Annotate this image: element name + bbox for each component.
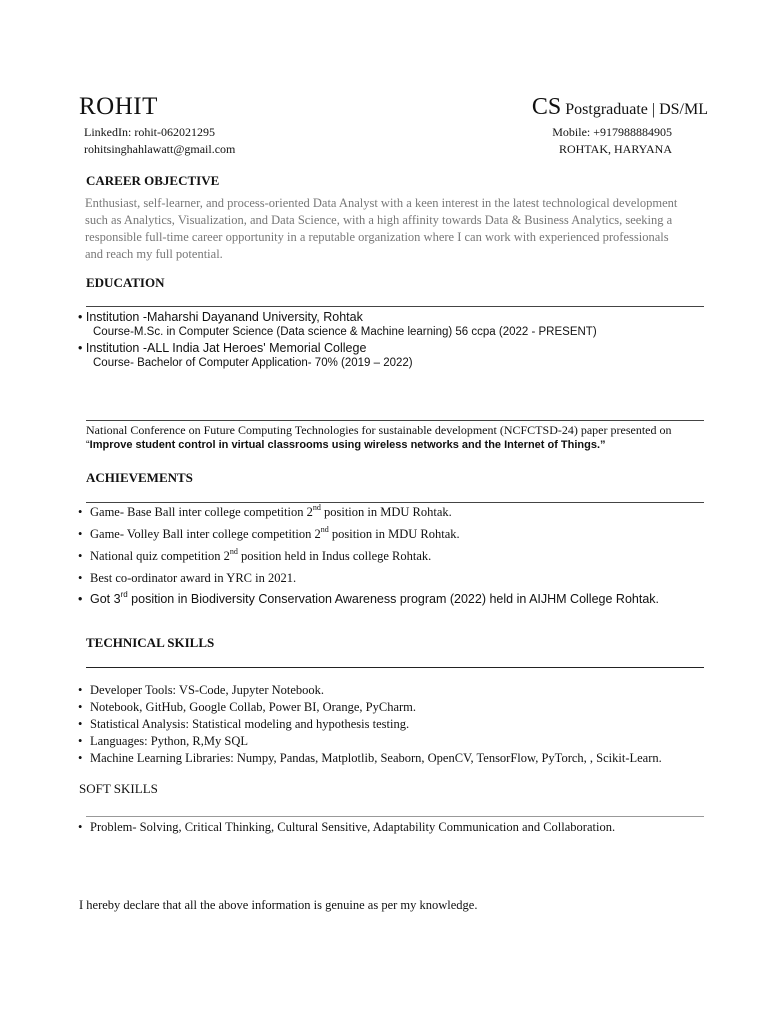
bullet: • — [78, 592, 83, 606]
soft-skills-divider — [86, 816, 704, 817]
bullet: • — [78, 571, 83, 585]
bullet: • — [78, 341, 83, 355]
education-divider — [86, 306, 704, 307]
mobile: Mobile: +917988884905 — [552, 125, 672, 139]
bullet: • — [78, 310, 83, 324]
skill-item — [78, 751, 662, 766]
location: ROHTAK, HARYANA — [558, 142, 672, 156]
course: Course- Bachelor of Computer Application- 70% (2019 – 2022) — [93, 357, 413, 369]
ordinal-suffix: nd — [229, 547, 238, 556]
bullet: • — [78, 683, 83, 697]
achievement-item — [78, 549, 431, 564]
email[interactable]: rohitsinghahlawatt@gmail.com — [84, 142, 236, 156]
education-item — [78, 341, 366, 355]
ordinal-suffix: nd — [320, 525, 329, 534]
soft-skill-item — [78, 820, 615, 835]
bullet: • — [78, 820, 83, 834]
skill-item — [78, 717, 409, 732]
role-main: CS — [531, 94, 562, 120]
paper-title-text: Improve student control in virtual classrooms using wireless networks and the Internet of Things.” — [89, 439, 606, 451]
quote-open: “ — [86, 439, 90, 451]
bullet: • — [78, 505, 83, 519]
achievement-text-end: position in Biodiversity Conservation Awareness program (2022) held in AIJHM College Rohtak. — [127, 592, 659, 606]
achievement-text: National quiz competition 2 — [90, 549, 230, 563]
achievements-heading: ACHIEVEMENTS — [86, 470, 193, 485]
skill-text: Notebook, GitHub, Google Collab, Power BI, Orange, PyCharm. — [90, 700, 417, 714]
education-heading: EDUCATION — [86, 275, 165, 290]
education-item — [78, 310, 363, 324]
skill-item — [78, 700, 416, 715]
achievement-text: Got 3 — [90, 592, 121, 606]
declaration: I hereby declare that all the above information is genuine as per my knowledge. — [79, 898, 478, 912]
skill-text: Statistical Analysis: Statistical modeling and hypothesis testing. — [90, 717, 410, 731]
achievement-text: Game- Volley Ball inter college competition 2 — [90, 527, 321, 541]
bullet: • — [78, 734, 83, 748]
achievement-text-end: position in MDU Rohtak. — [328, 527, 460, 541]
bullet: • — [78, 700, 83, 714]
ordinal-suffix: rd — [120, 590, 128, 599]
role-rest: Postgraduate | DS/ML — [561, 101, 708, 118]
skill-item — [78, 734, 248, 749]
bullet: • — [78, 549, 83, 563]
achievement-text: Best co-ordinator award in YRC in 2021. — [90, 571, 297, 585]
technical-skills-heading: TECHNICAL SKILLS — [86, 635, 215, 650]
skill-text: Developer Tools: VS-Code, Jupyter Notebook. — [90, 683, 325, 697]
achievement-item — [78, 592, 659, 606]
candidate-role — [532, 94, 708, 121]
institution: Institution -Maharshi Dayanand University, Rohtak — [85, 310, 363, 324]
achievement-text-end: position in MDU Rohtak. — [320, 505, 452, 519]
course: Course-M.Sc. in Computer Science (Data science & Machine learning) 56 ccpa (2022 - PRESENT) — [93, 326, 597, 338]
candidate-name: ROHIT — [79, 93, 158, 120]
bullet: • — [78, 751, 83, 765]
ordinal-suffix: nd — [312, 503, 321, 512]
achievement-text: Game- Base Ball inter college competition 2 — [90, 505, 313, 519]
bullet: • — [78, 717, 83, 731]
skill-item — [78, 683, 324, 698]
career-objective-text: Enthusiast, self-learner, and process-oriented Data Analyst with a keen interest in the latest technological development such as Analytics, Visualization, and Data Science, with a high affinity towards Data & Business Analytics, seeking a responsible full-time career opportunity in a reputable organization where I can work with experienced professionals and reach my full potential. — [85, 196, 678, 261]
achievement-item — [78, 571, 296, 586]
soft-skills-heading: SOFT SKILLS — [79, 781, 158, 796]
paper-title — [86, 439, 606, 451]
soft-skill-text: Problem- Solving, Critical Thinking, Cultural Sensitive, Adaptability Communication and Collaboration. — [90, 820, 616, 834]
achievement-item — [78, 505, 452, 520]
achievement-text-end: position held in Indus college Rohtak. — [237, 549, 432, 563]
achievement-item — [78, 527, 460, 542]
skill-text: Languages: Python, R,My SQL — [90, 734, 248, 748]
technical-skills-divider — [86, 667, 704, 668]
linkedin[interactable]: LinkedIn: rohit-062021295 — [84, 125, 215, 139]
conference-line: National Conference on Future Computing Technologies for sustainable development (NCFCTSD-24) paper presented on — [86, 423, 672, 437]
conference-divider — [86, 420, 704, 421]
achievements-divider — [86, 502, 704, 503]
skill-text: Machine Learning Libraries: Numpy, Pandas, Matplotlib, Seaborn, OpenCV, TensorFlow, PyTorch, , Scikit-Learn. — [90, 751, 662, 765]
career-objective-heading: CAREER OBJECTIVE — [86, 173, 220, 188]
institution: Institution -ALL India Jat Heroes' Memorial College — [85, 341, 367, 355]
bullet: • — [78, 527, 83, 541]
